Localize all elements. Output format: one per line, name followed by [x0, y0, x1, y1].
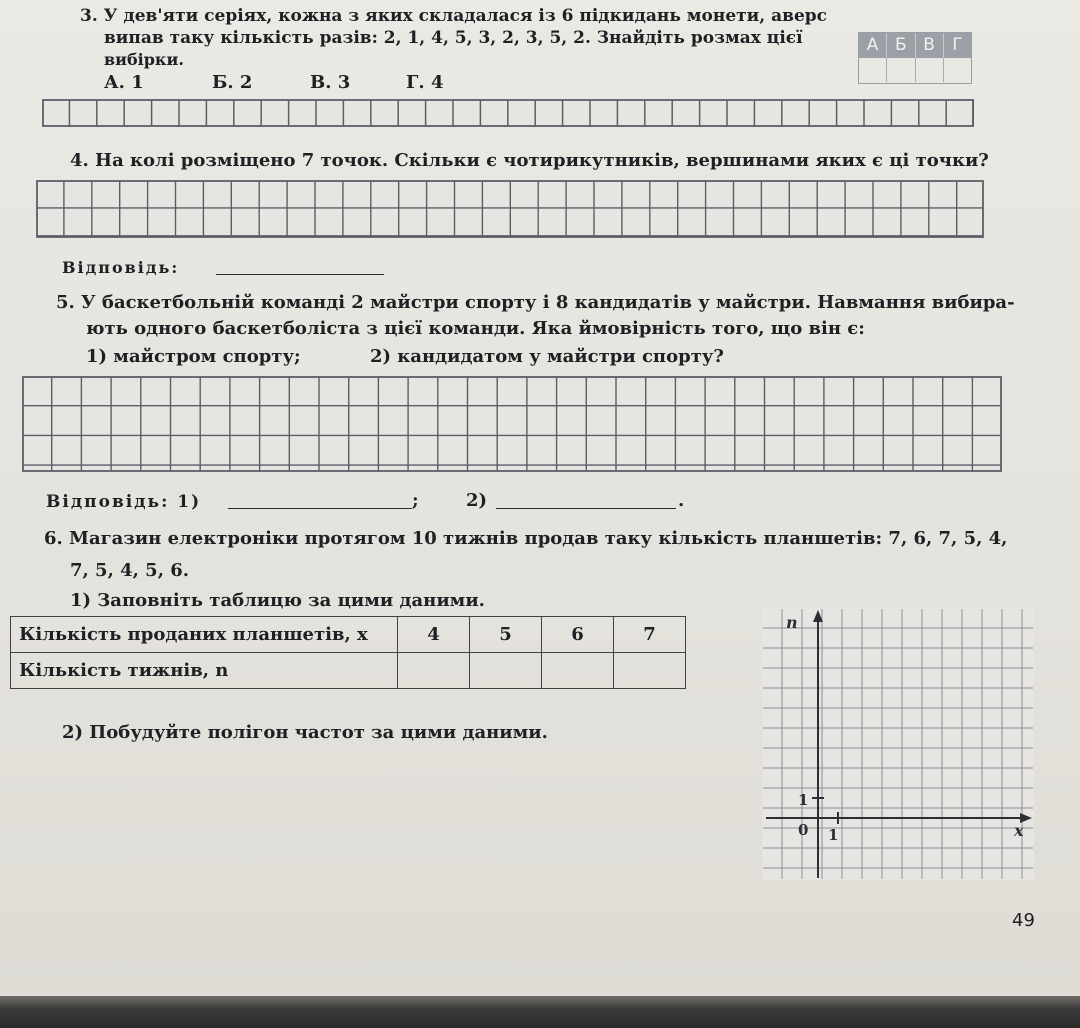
table-cell: 7	[614, 617, 686, 653]
q6-line2: 7, 5, 4, 5, 6.	[70, 560, 190, 581]
q5-sub1: 1) майстром спорту;	[86, 346, 301, 367]
table-input-cell[interactable]	[542, 653, 614, 689]
table-cell: 5	[470, 617, 542, 653]
q6-line1: 6. Магазин електроніки протягом 10 тижнів продав таку кількість планшетів: 7, 6, 7, 5, 4,	[44, 528, 1008, 549]
table-row	[11, 653, 686, 689]
page-bottom-edge	[0, 996, 1080, 1028]
q3-answer-strip[interactable]	[42, 99, 974, 127]
coordinate-grid[interactable]	[762, 608, 1034, 880]
q3-line3: вибірки.	[104, 50, 184, 69]
q5-line2: ють одного баскетболіста з цієї команди. Яка ймовірність того, що він є:	[86, 318, 865, 339]
row-label-n: Кількість тижнів, n	[11, 653, 398, 689]
q5-answer-line-2[interactable]	[496, 508, 676, 509]
q3-option-c: В. 3	[310, 72, 351, 93]
page-number: 49	[1012, 910, 1035, 931]
answer-choice-letters	[859, 33, 971, 58]
answer-choice-box[interactable]	[858, 32, 972, 84]
q6-task1: 1) Заповніть таблицю за цими даними.	[70, 590, 485, 611]
table-cell: 6	[542, 617, 614, 653]
graph-x-unit-label: 1	[828, 826, 839, 844]
q5-sub2: 2) кандидатом у майстри спорту?	[370, 346, 724, 367]
q3-line2: випав таку кількість разів: 2, 1, 4, 5, 3, 2, 3, 5, 2. Знайдіть розмах цієї	[104, 28, 803, 48]
choice-letter: А	[859, 33, 887, 58]
table-row	[11, 617, 686, 653]
graph-y-unit-label: 1	[798, 791, 809, 809]
table-input-cell[interactable]	[470, 653, 542, 689]
q5-grid[interactable]	[22, 376, 1002, 472]
q4-answer-line[interactable]	[216, 274, 384, 275]
row-label-x: Кількість проданих планшетів, x	[11, 617, 398, 653]
q3-option-a: А. 1	[104, 72, 144, 93]
q3-option-d: Г. 4	[406, 72, 444, 93]
q5-answer-label: Відповідь: 1)	[46, 492, 202, 512]
choice-letter: Б	[887, 33, 915, 58]
table-input-cell[interactable]	[398, 653, 470, 689]
q4-grid[interactable]	[36, 180, 984, 238]
table-cell: 4	[398, 617, 470, 653]
q5-answer-end: .	[678, 490, 685, 511]
q3-option-b: Б. 2	[212, 72, 253, 93]
frequency-table	[10, 616, 686, 689]
q5-answer-line-1[interactable]	[228, 508, 412, 509]
table-input-cell[interactable]	[614, 653, 686, 689]
q5-answer-sep: ;	[412, 490, 419, 511]
q4-text: 4. На колі розміщено 7 точок. Скільки є чотирикутників, вершинами яких є ці точки?	[70, 150, 989, 171]
choice-letter: Г	[952, 35, 963, 55]
q5-answer-two: 2)	[466, 490, 488, 511]
q6-task2: 2) Побудуйте полігон частот за цими даними.	[62, 722, 548, 743]
graph-x-label: x	[1014, 821, 1024, 840]
graph-y-label: n	[786, 613, 798, 632]
q4-answer-label: Відповідь:	[62, 258, 180, 277]
graph-origin-label: 0	[798, 821, 809, 839]
q3-line1: 3. У дев'яти серіях, кожна з яких складалася із 6 підкидань монети, аверс	[80, 6, 827, 26]
q5-line1: 5. У баскетбольній команді 2 майстри спорту і 8 кандидатів у майстри. Навмання вибира-	[56, 292, 1015, 313]
answer-choice-cells[interactable]	[859, 58, 971, 82]
choice-letter: В	[916, 33, 944, 58]
